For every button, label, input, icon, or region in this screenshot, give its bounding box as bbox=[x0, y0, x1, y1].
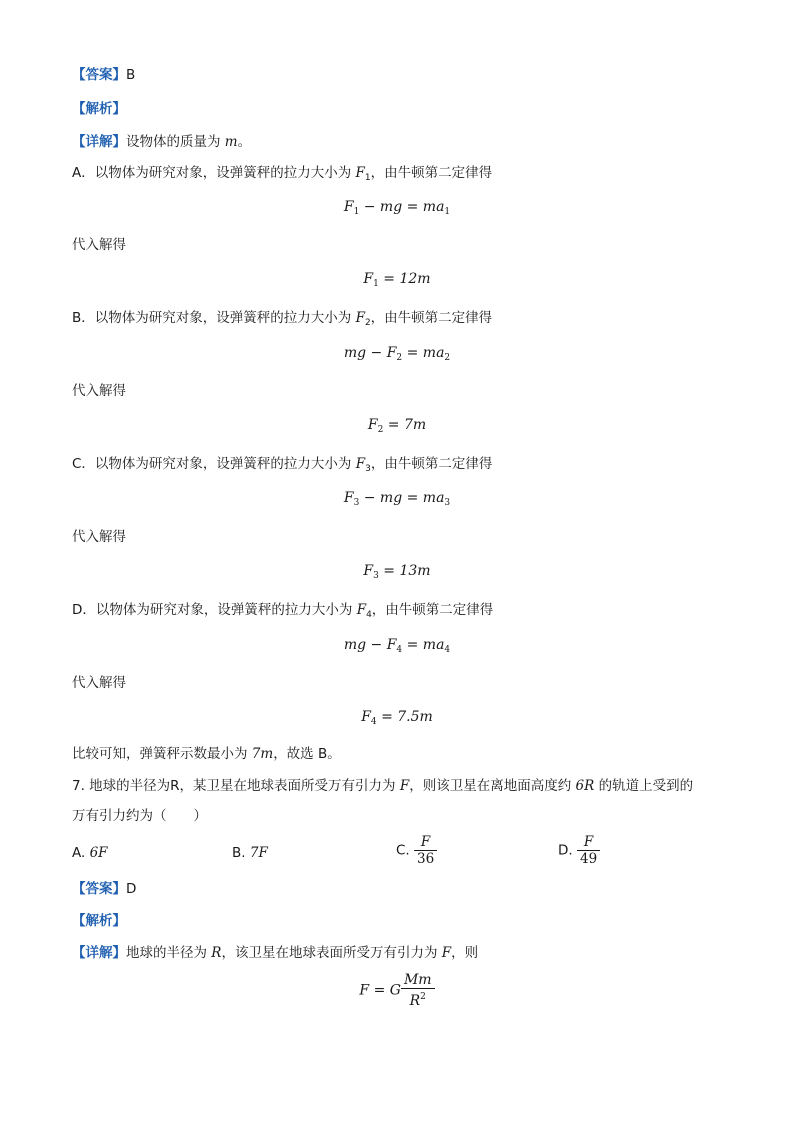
question-7-stem: 7. 地球的半径为R，某卫星在地球表面所受万有引力为 F，则该卫星在离地面高度约 6R 的轨道上受到的 bbox=[72, 778, 694, 794]
answer-value: D bbox=[126, 881, 137, 897]
option-d-suffix: ，由牛顿第二定律得 bbox=[371, 602, 494, 618]
option-c-suffix: ，由牛顿第二定律得 bbox=[370, 456, 493, 472]
analysis-tag: 【解析】 bbox=[72, 101, 126, 117]
result-c: $F_3 = 13m$ bbox=[363, 563, 431, 581]
analysis-heading bbox=[72, 100, 126, 118]
option-b-force: F bbox=[355, 310, 365, 326]
fraction-d: $\frac{F}{49}$ bbox=[577, 834, 600, 867]
result-a: $F_1 = 12m$ bbox=[363, 271, 431, 289]
choice-d[interactable]: D. $\frac{F}{49}$ bbox=[558, 834, 600, 867]
result-b: $F_2 = 7m$ bbox=[367, 417, 427, 435]
option-d-force-sub: 4 bbox=[366, 610, 372, 620]
conclusion-line bbox=[72, 745, 341, 763]
answer-tag: 【答案】 bbox=[72, 881, 126, 897]
detail-tag: 【详解】 bbox=[72, 134, 126, 150]
answer-value: B bbox=[126, 67, 136, 83]
option-c-prefix: C．以物体为研究对象，设弹簧秤的拉力大小为 bbox=[72, 456, 356, 472]
result-d: $F_4 = 7.5m$ bbox=[361, 709, 433, 727]
equation-c: $F_3$ − mg = $ma_3$ bbox=[343, 490, 451, 508]
equation-a: $F_1$ − mg = $ma_1$ bbox=[343, 199, 451, 217]
choice-c[interactable]: C. $\frac{F}{36}$ bbox=[396, 834, 437, 867]
equation-b: mg − $F_2 = ma_2$ bbox=[343, 345, 451, 363]
conclusion-text: 比较可知，弹簧秤示数最小为 bbox=[72, 746, 252, 762]
option-d-text bbox=[72, 601, 493, 624]
option-d-force: F bbox=[356, 602, 367, 618]
question-7-stem-cont: 万有引力约为（ ） bbox=[72, 808, 207, 824]
substitute-text-b: 代入解得 bbox=[72, 383, 126, 399]
substitute-text-c: 代入解得 bbox=[72, 529, 126, 545]
fraction-c: $\frac{F}{36}$ bbox=[414, 834, 437, 867]
option-b-force-sub: 2 bbox=[364, 318, 371, 328]
answer-line-7 bbox=[72, 880, 136, 898]
mass-variable: m bbox=[224, 134, 238, 150]
option-a-suffix: ，由牛顿第二定律得 bbox=[370, 165, 493, 181]
detail-end: 。 bbox=[237, 134, 252, 150]
option-c-force: F bbox=[355, 456, 366, 472]
analysis-heading-7 bbox=[72, 912, 126, 930]
option-c-text bbox=[72, 455, 492, 478]
gravitation-fraction: $\frac{Mm}{R^2}$ bbox=[401, 972, 435, 1009]
option-a-text bbox=[72, 164, 492, 187]
option-a-force-sub: 1 bbox=[364, 173, 371, 183]
analysis-tag: 【解析】 bbox=[72, 913, 126, 929]
option-b-prefix: B．以物体为研究对象，设弹簧秤的拉力大小为 bbox=[72, 310, 356, 326]
option-d-prefix: D．以物体为研究对象，设弹簧秤的拉力大小为 bbox=[72, 602, 357, 618]
option-c-force-sub: 3 bbox=[365, 464, 371, 474]
conclusion-value: 7m bbox=[251, 746, 274, 762]
detail-line bbox=[72, 133, 251, 151]
option-b-text bbox=[72, 309, 492, 332]
option-b-suffix: ，由牛顿第二定律得 bbox=[370, 310, 493, 326]
detail-text: 设物体的质量为 bbox=[126, 134, 225, 150]
detail-tag: 【详解】 bbox=[72, 945, 126, 961]
answer-tag: 【答案】 bbox=[72, 67, 126, 83]
substitute-text-a: 代入解得 bbox=[72, 237, 126, 253]
detail-line-7: 【详解】地球的半径为 R，该卫星在地球表面所受万有引力为 F，则 bbox=[72, 945, 479, 961]
substitute-text-d: 代入解得 bbox=[72, 675, 126, 691]
conclusion-end: ，故选 B。 bbox=[273, 746, 341, 762]
answer-line bbox=[72, 66, 135, 84]
choice-b[interactable]: B. 7F bbox=[232, 845, 268, 861]
equation-d: mg − $F_4 = ma_4$ bbox=[343, 637, 451, 655]
choice-a[interactable]: A. 6F bbox=[72, 845, 108, 861]
gravitation-equation: F = G $\frac{Mm}{R^2}$ bbox=[0, 972, 794, 1009]
option-a-force: F bbox=[355, 165, 365, 181]
option-a-prefix: A．以物体为研究对象，设弹簧秤的拉力大小为 bbox=[72, 165, 356, 181]
